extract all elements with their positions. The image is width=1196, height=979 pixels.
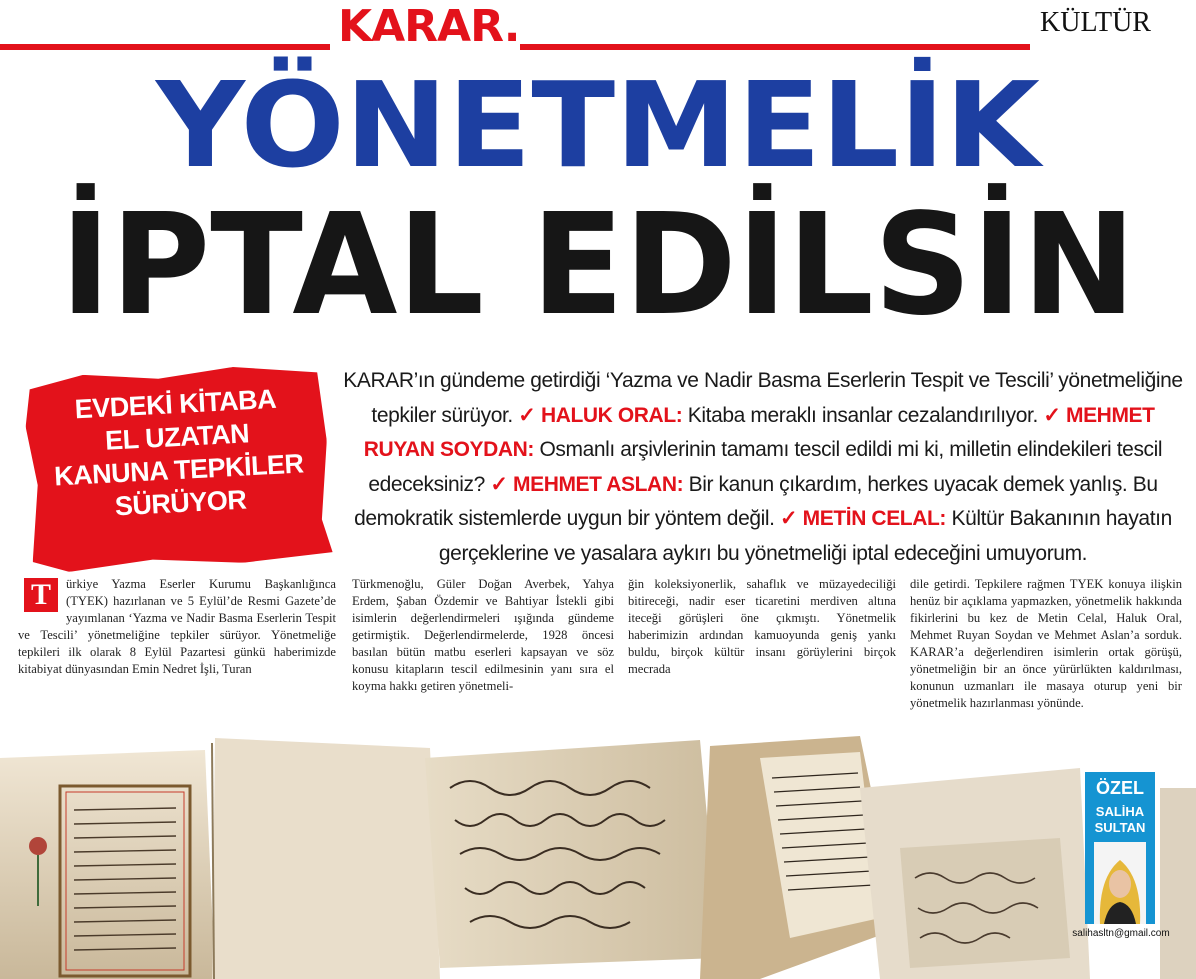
masthead-rule-right xyxy=(520,44,1030,50)
stamp-line: EL UZATAN xyxy=(104,418,250,456)
quote-text: Kültür Bakanının hayatın gerçeklerine ve yasalara aykırı bu yönetmeliği iptal edeceğini umuyorum. xyxy=(438,507,1172,565)
quote-text: Bir kanun çıkardım, herkes uyacak demek yanlış. Bu demokratik sistemlerde uygun bir yöntem değil. xyxy=(354,472,1158,531)
headline-line-1: YÖNETMELİK xyxy=(156,56,1040,194)
headline-line-2: İPTAL EDİLSİN xyxy=(60,184,1136,347)
check-icon: ✓ xyxy=(1043,403,1061,427)
quote-name: MEHMET ASLAN: xyxy=(513,472,684,496)
stamp-line: SÜRÜYOR xyxy=(114,484,248,522)
byline-name-line: SULTAN xyxy=(1094,820,1146,835)
masthead-rule-left xyxy=(0,44,330,50)
body-column-4: dile getirdi. Tepkilere rağmen TYEK konuya ilişkin henüz bir açıklama yapmazken, yönetmelik hakkında fikirlerini bu kez de Metin Celal, Haluk Oral, Mehmet Ruyan Soydan ve Mehmet Aslan’a sorduk. KARAR’a değerlendiren isimlerin ortak görüşü, yönetmeliğin bir an önce yürürlükten kaldırılması, konunun uzmanları ile masaya oturup yeni bir yönetmelik hazırlanması yönünde. xyxy=(910,577,1182,710)
lead-paragraph xyxy=(338,364,1188,572)
section-label: KÜLTÜR xyxy=(1040,7,1151,38)
byline-box xyxy=(1085,772,1155,924)
author-avatar xyxy=(1094,842,1146,924)
quote-name: HALUK ORAL: xyxy=(540,403,683,427)
check-icon: ✓ xyxy=(518,403,536,427)
byline-label: ÖZEL xyxy=(1096,778,1144,798)
quote-text: Kitaba meraklı insanlar cezalandırılıyor. xyxy=(687,403,1038,427)
lead-intro: KARAR’ın gündeme getirdiği ‘Yazma ve Nadir Basma Eserlerin Tespit ve Tescili’ yönetmeliğine tepkiler sürüyor. xyxy=(343,369,1183,427)
brand-logo: KARAR. xyxy=(338,1,520,52)
masthead xyxy=(0,0,1196,56)
check-icon: ✓ xyxy=(490,472,508,496)
byline-name xyxy=(1085,804,1155,836)
stamp-line: EVDEKİ KİTABA xyxy=(73,383,277,425)
body-column-1 xyxy=(18,576,336,678)
open-book-right-page xyxy=(212,738,440,979)
body-column-2: Türkmenoğlu, Güler Doğan Averbek, Yahya Erdem, Şaban Özdemir ve Bahtiyar İstekli gibi isimlerin değerlendirmeleri ışığında gündeme getirmiştik. Değerlendirmelerde, 1928 öncesi basılan bütün matbu eserleri kapsayan ve söz konusu kitapların tescil edilmesinin yanı sıra el koyma hakkı getiren yönetmeli- xyxy=(352,577,614,693)
stamp-line: KANUNA TEPKİLER xyxy=(53,448,305,492)
manuscript-sheet xyxy=(425,740,720,968)
body-text: ürkiye Yazma Eserler Kurumu Başkanlığınca (TYEK) hazırlanan ve 5 Eylül’de Resmi Gazete’de yayımlanan ‘Yazma ve Nadir Basma Eserlerin Tespit ve Tescili’ yönetmeliğine tepkiler sürüyor. Yönetmeliğe tepkileri ilk olarak 8 Eylül Pazartesi günkü haberimizde kitabiyat dünyasından Emin Nedret İşli, Turan xyxy=(18,577,336,676)
byline-name-line: SALİHA xyxy=(1095,804,1145,819)
manuscripts-photo xyxy=(0,728,1196,979)
stamp-text xyxy=(25,380,331,528)
quote-name: MEHMET RUYAN SOYDAN: xyxy=(363,403,1155,462)
check-icon: ✓ xyxy=(780,507,798,531)
quote-name: METİN CELAL: xyxy=(802,507,947,531)
quote-text: Osmanlı arşivlerinin tamamı tescil edildi mi ki, milletin elindekileri tescil edeceksiniz? xyxy=(368,438,1163,496)
open-book-left-page xyxy=(0,750,215,979)
body-column-3: ğin koleksiyonerlik, sahaflık ve müzayedeciliği bitireceği, nadir eser ticaretini merdiven altına iteceği görüşleri öne çıkmıştı. Yönetmelik haberimizin ardından kamuoyunda geniş yankı buldu, birçok kültür insanı görüylerini birçok mecrada xyxy=(628,577,896,676)
drop-cap: T xyxy=(24,578,58,612)
author-email: salihasltn@gmail.com xyxy=(1072,928,1170,939)
